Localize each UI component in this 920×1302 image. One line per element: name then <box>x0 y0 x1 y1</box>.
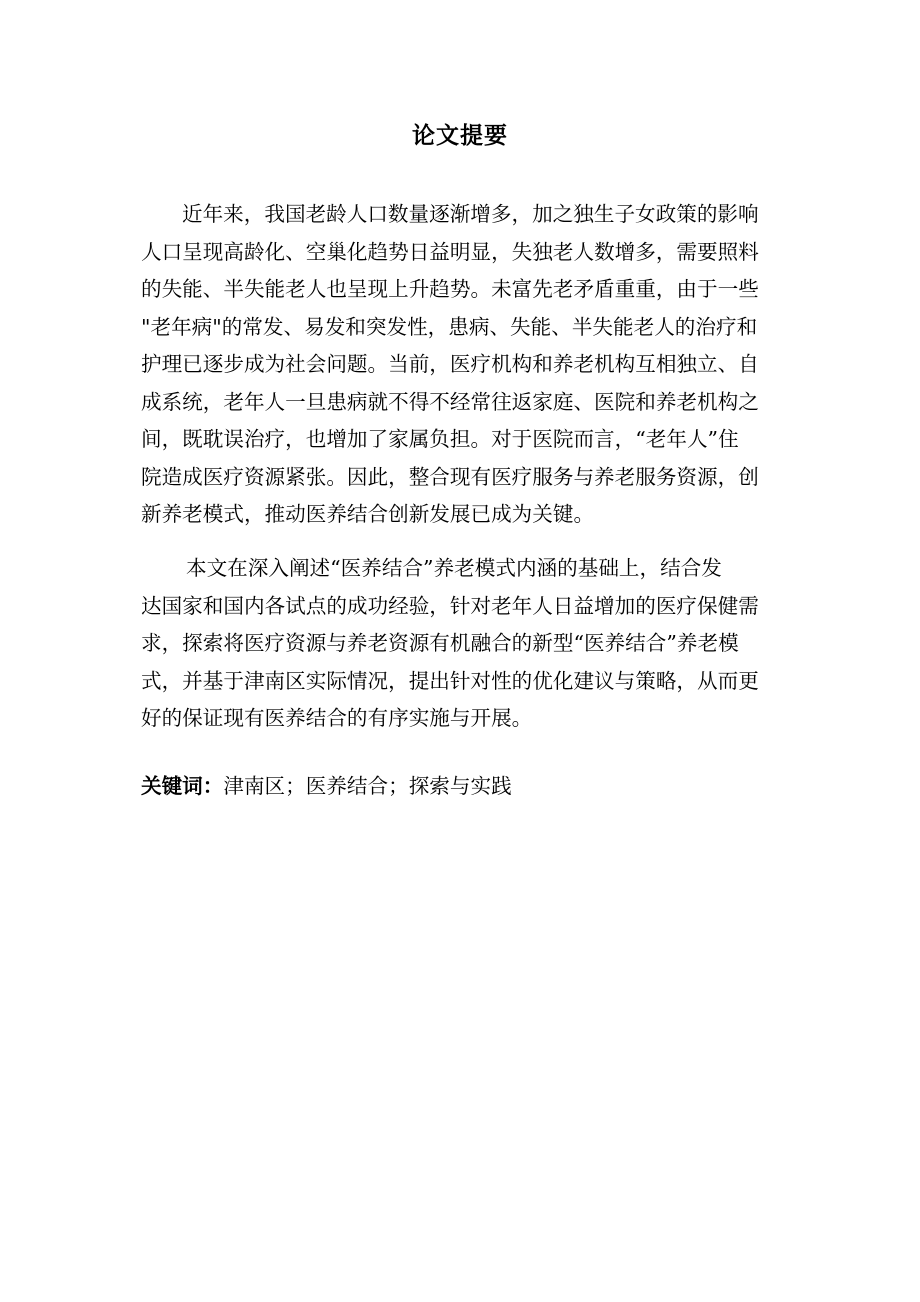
paragraph-line: 的失能、半失能老人也呈现上升趋势。未富先老矛盾重重，由于一些 <box>141 277 759 301</box>
abstract-paragraph-1 <box>141 196 781 534</box>
paragraph-line: 求，探索将医疗资源与养老资源有机融合的新型“医养结合”养老模 <box>141 631 739 655</box>
keywords-line <box>141 768 512 806</box>
paragraph-line: 护理已逐步成为社会问题。当前，医疗机构和养老机构互相独立、自 <box>141 352 759 376</box>
abstract-paragraph-2 <box>141 550 781 738</box>
paragraph-line: 本文在深入阐述“医养结合”养老模式内涵的基础上，结合发 <box>186 556 722 580</box>
paragraph-line: 间，既耽误治疗，也增加了家属负担。对于医院而言，“老年人”住 <box>141 427 739 451</box>
paragraph-line: 好的保证现有医养结合的有序实施与开展。 <box>141 706 533 730</box>
keywords-label: 关键词： <box>141 774 224 798</box>
paragraph-line: "老年病"的常发、易发和突发性，患病、失能、半失能老人的治疗和 <box>141 314 758 339</box>
paragraph-line: 人口呈现高龄化、空巢化趋势日益明显，失独老人数增多，需要照料 <box>141 239 759 264</box>
paragraph-line: 成系统，老年人一旦患病就不得不经常往返家庭、医院和养老机构之 <box>141 389 759 414</box>
page-title: 论文提要 <box>412 123 508 149</box>
paragraph-line: 达国家和国内各试点的成功经验，针对老年人日益增加的医疗保健需 <box>141 593 759 618</box>
paragraph-line: 式，并基于津南区实际情况，提出针对性的优化建议与策略，从而更 <box>141 668 759 693</box>
keywords-value: 津南区；医养结合；探索与实践 <box>223 774 512 798</box>
paragraph-line: 院造成医疗资源紧张。因此，整合现有医疗服务与养老服务资源，创 <box>141 464 759 489</box>
paragraph-line: 近年来，我国老龄人口数量逐渐增多，加之独生子女政策的影响 <box>182 202 759 226</box>
paragraph-line: 新养老模式，推动医养结合创新发展已成为关键。 <box>141 502 595 526</box>
